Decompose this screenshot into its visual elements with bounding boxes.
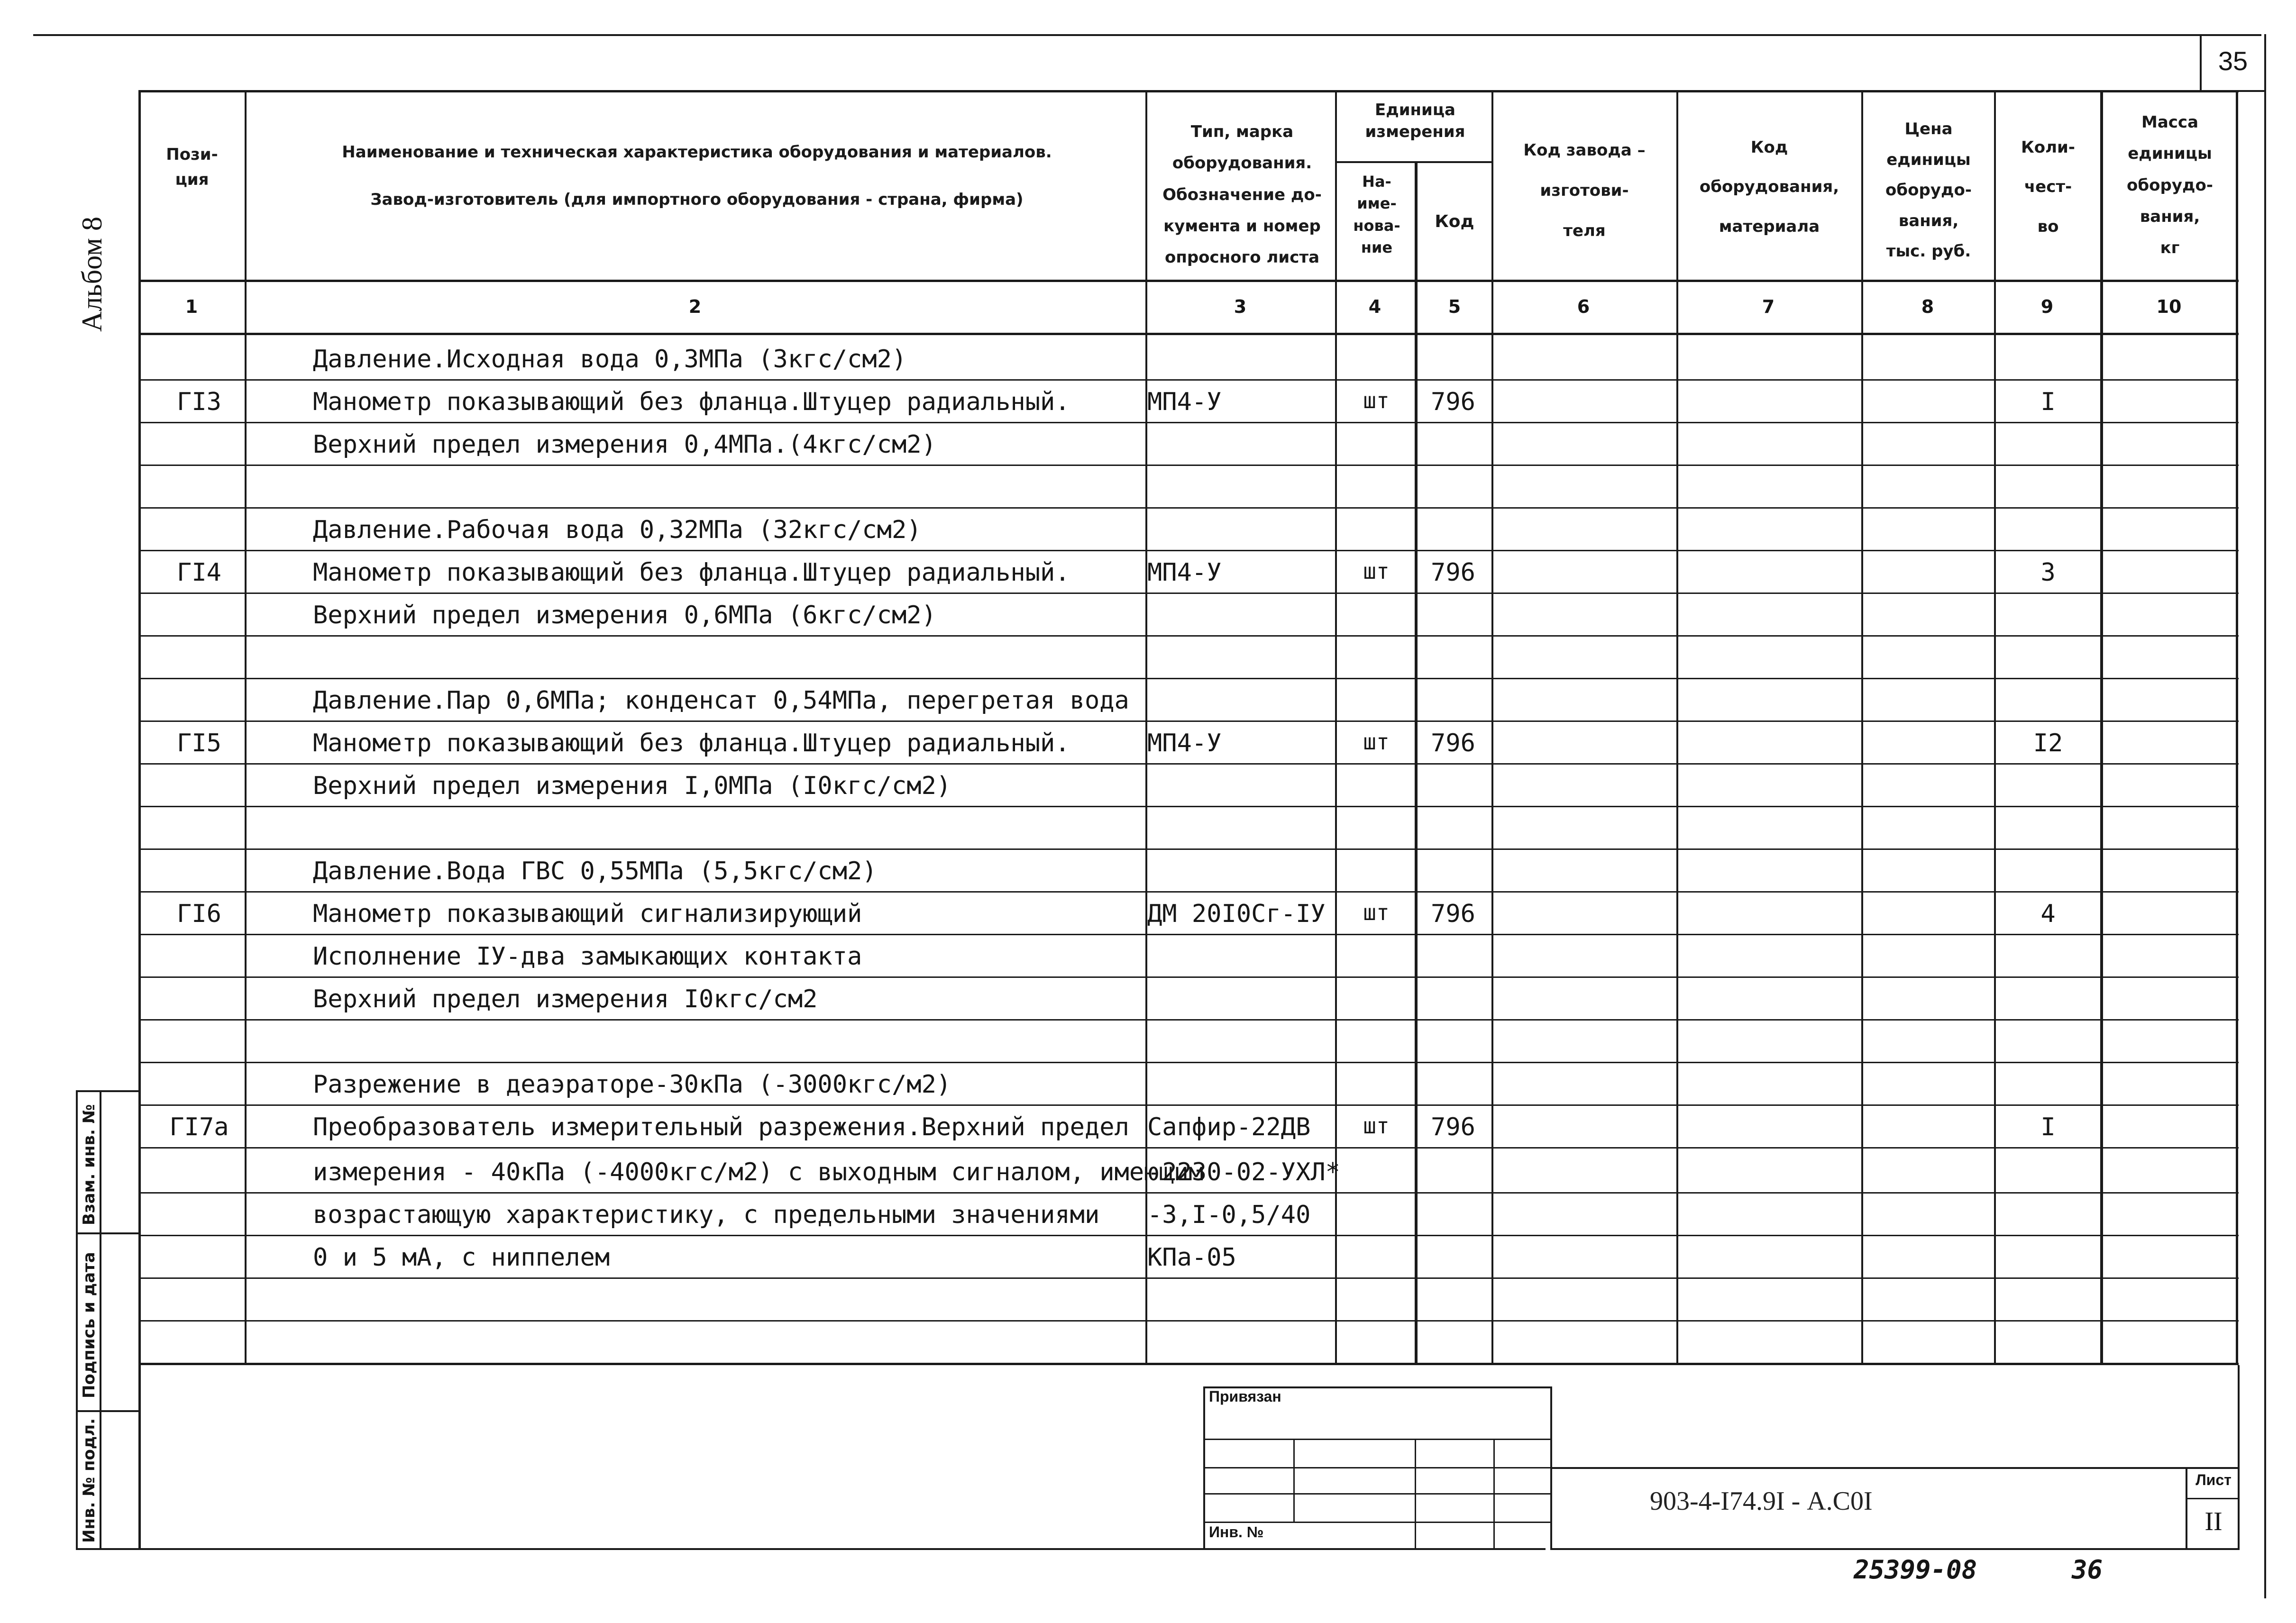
stamp-row-1 [1203,1439,1552,1440]
stamp-row-4 [1203,1522,1552,1523]
header-type: Тип, марка оборудования. Обозначение до- кумента и номер опросного листа [1162,122,1322,267]
stamp-row-2 [1203,1467,1552,1468]
header-quantity: Коли- чест- во [2021,138,2075,236]
row-type: -2230-02-УХЛ* [1147,1158,1340,1186]
col-sep-9 [2100,90,2103,1365]
table-border-left [138,90,141,1550]
header-mass: Масса единицы оборудо- вания, кг [2127,113,2213,258]
row-separator [138,507,2239,509]
row-position: ГI3 [177,388,221,416]
table-header-bottom [138,280,2239,282]
row-separator [138,891,2239,893]
row-separator [138,422,2239,423]
row-quantity: 3 [2040,558,2056,587]
row-quantity: 4 [2040,900,2056,928]
row-unit-code: 796 [1431,1113,1475,1141]
row-type: КПа-05 [1147,1243,1236,1272]
row-separator [138,720,2239,722]
stamp-col-2 [1415,1439,1416,1550]
col-number-2: 2 [688,296,702,317]
row-name: Давление.Исходная вода 0,3МПа (3кгс/см2) [313,345,907,374]
document-code: 903-4-I74.9I - А.С0I [1650,1486,1873,1516]
col-number-8: 8 [1921,296,1934,317]
header-unit-group: Единица измерения [1365,100,1465,141]
side-stamp-div2 [76,1410,140,1412]
row-name: Верхний предел измерения I,0МПа (I0кгс/см2) [313,772,951,800]
table-body-bottom [138,1363,2239,1365]
row-type: МП4-У [1147,729,1222,757]
frame-bottom [76,1548,1546,1550]
row-separator [138,1104,2239,1106]
row-separator [138,1320,2239,1322]
row-name: Манометр показывающий без фланца.Штуцер радиальный. [313,558,1070,587]
row-quantity: I [2040,388,2056,416]
col-sep-1 [245,90,247,1365]
list-number: II [2205,1507,2223,1536]
row-name: возрастающую характеристику, с предельными значениями [313,1201,1100,1229]
header-price: Цена единицы оборудо- вания, тыс. руб. [1885,119,1972,261]
row-type: -3,I-0,5/40 [1147,1201,1311,1229]
row-separator [138,934,2239,935]
row-separator [138,1192,2239,1194]
side-stamp-top [76,1090,140,1092]
row-unit: шт [1363,1113,1390,1139]
row-name: Верхний предел измерения I0кгс/см2 [313,985,818,1013]
col-number-4: 4 [1368,296,1381,317]
header-unit-name: На- име- нова- ние [1353,173,1400,257]
row-unit: шт [1363,900,1390,925]
header-unit-code: Код [1435,212,1474,231]
col-sep-6 [1676,90,1678,1365]
row-separator [138,1019,2239,1021]
top-rule [33,34,2261,36]
stamp-inv-no: Инв. № [1209,1523,1264,1541]
col-sep-8 [1994,90,1996,1365]
row-quantity: I [2040,1113,2056,1141]
row-name: Исполнение IУ-два замыкающих контакта [313,942,862,971]
row-separator [138,593,2239,594]
row-unit-code: 796 [1431,388,1475,416]
header-equipment-code: Код оборудования, материала [1699,138,1839,236]
row-separator [138,1277,2239,1279]
table-border-top [138,90,2239,92]
row-separator [138,1235,2239,1236]
list-label: Лист [2195,1471,2232,1488]
stamp-col-3 [1493,1439,1495,1550]
row-unit: шт [1363,388,1390,413]
side-stamp-div1 [76,1232,140,1234]
row-unit: шт [1363,558,1390,584]
row-separator [138,1062,2239,1063]
row-position: ГI4 [177,558,221,587]
row-name: Давление.Вода ГВС 0,55МПа (5,5кгс/см2) [313,857,877,885]
row-separator [138,465,2239,466]
archive-number: 25399-08 [1854,1555,1977,1585]
row-unit-code: 796 [1431,729,1475,757]
header-name-line2: Завод-изготовитель (для импортного оборудования - страна, фирма) [370,190,1024,209]
col-number-5: 5 [1448,296,1461,317]
side-stamp-inv-podl: Инв. № подл. [80,1418,99,1543]
table-numbers-bottom [138,333,2239,335]
row-position: ГI6 [177,900,221,928]
row-unit-code: 796 [1431,900,1475,928]
col-number-9: 9 [2040,296,2054,317]
row-quantity: I2 [2033,729,2063,757]
row-name: Верхний предел измерения 0,6МПа (6кгс/см2) [313,601,936,629]
row-name: Давление.Рабочая вода 0,32МПа (32кгс/см2) [313,516,922,544]
title-block-top [1550,1467,2240,1469]
side-stamp-left [76,1090,78,1550]
col-sep-7 [1861,90,1863,1365]
row-unit: шт [1363,729,1390,755]
row-name: Верхний предел измерения 0,4МПа.(4кгс/см2) [313,430,936,459]
unit-group-divider [1335,161,1493,163]
row-type: МП4-У [1147,558,1222,587]
sheet-total: 36 [2072,1555,2103,1585]
row-separator [138,848,2239,850]
header-position: Пози- ция [166,145,218,189]
row-name: Манометр показывающий без фланца.Штуцер радиальный. [313,388,1070,416]
header-factory-code: Код завода – изготови- теля [1523,141,1646,240]
header-name-line1: Наименование и техническая характеристика оборудования и материалов. [342,143,1052,162]
row-name: Преобразователь измерительный разрежения.Верхний предел [313,1113,1129,1141]
row-separator [138,1147,2239,1149]
col-sep-5 [1491,90,1493,1365]
row-type: ДМ 20I0Сг-IУ [1147,900,1326,928]
title-block-bottom [1550,1548,2240,1550]
row-separator [138,635,2239,637]
row-separator [138,550,2239,551]
row-name: 0 и 5 мА, с ниппелем [313,1243,610,1272]
col-number-7: 7 [1762,296,1775,317]
row-position: ГI7а [169,1113,229,1141]
row-separator [138,806,2239,807]
side-stamp-podpis: Подпись и дата [80,1252,99,1398]
row-name: Манометр показывающий без фланца.Штуцер радиальный. [313,729,1070,757]
col-number-6: 6 [1577,296,1590,317]
row-separator [138,976,2239,978]
row-separator [138,678,2239,679]
album-label: Альбом 8 [76,217,108,332]
page-number: 35 [2218,46,2248,76]
row-name: Разрежение в деаэраторе-30кПа (-3000кгс/м2) [313,1070,951,1099]
col-number-1: 1 [185,296,198,317]
side-stamp-vzam: Взам. инв. № [80,1104,99,1225]
stamp-privyazan: Привязан [1209,1388,1281,1405]
col-number-3: 3 [1234,296,1247,317]
row-separator [138,379,2239,381]
row-type: Сапфир-22ДВ [1147,1113,1311,1141]
row-name: Давление.Пар 0,6МПа; конденсат 0,54МПа, перегретая вода [313,686,1129,715]
stamp-row-3 [1203,1493,1552,1495]
row-separator [138,763,2239,765]
row-name: Манометр показывающий сигнализирующий [313,900,862,928]
list-box-divider [2186,1498,2240,1499]
right-margin-rule [2264,34,2266,1598]
col-number-10: 10 [2156,296,2182,317]
row-name: измерения - 40кПа (-4000кгс/м2) с выходным сигналом, имеющим [313,1158,1204,1186]
side-stamp-mid [100,1090,101,1550]
stamp-col-1 [1293,1439,1295,1523]
row-position: ГI5 [177,729,221,757]
page-number-box-left [2200,34,2202,91]
row-type: МП4-У [1147,388,1222,416]
row-unit-code: 796 [1431,558,1475,587]
